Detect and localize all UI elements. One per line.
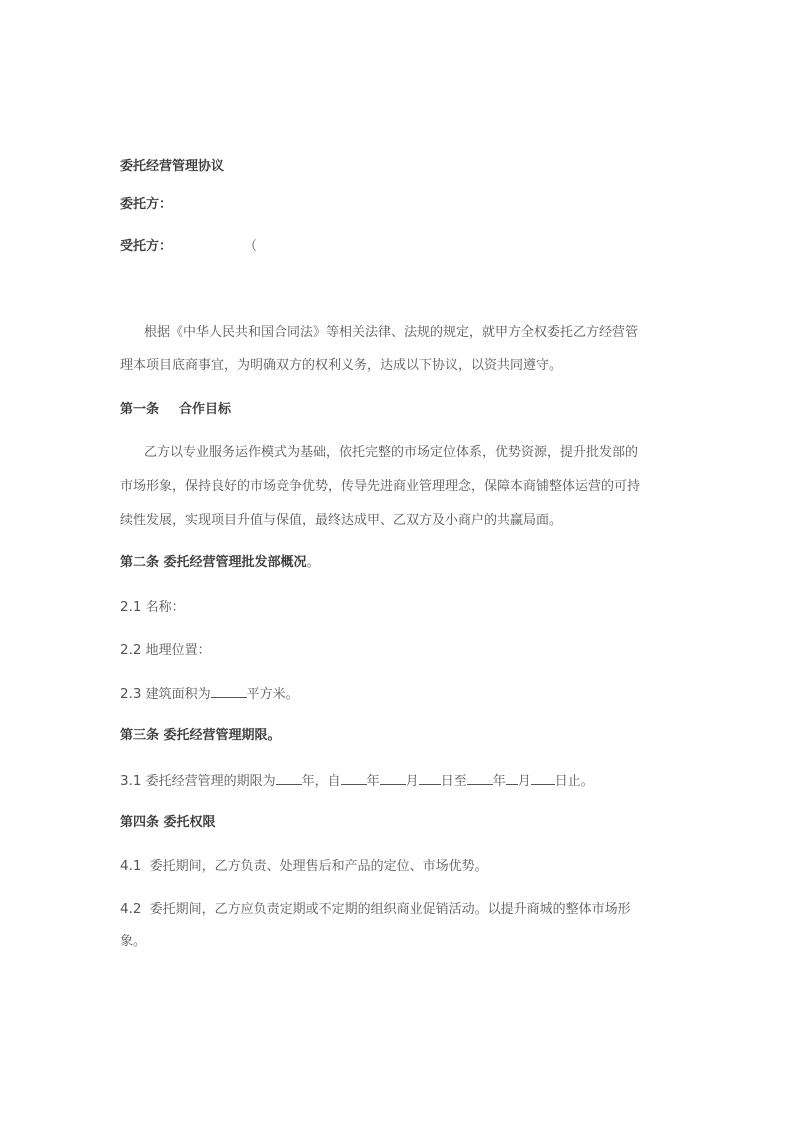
article-1-para-line-3: 续性发展，实现项目升值与保值，最终达成甲、乙双方及小商户的共赢局面。 [120,513,563,528]
item-4-2-number: 4.2 [120,901,142,917]
article-2-heading: 第二条 委托经营管理批发部概况 [120,555,307,570]
item-3-1-h: 日止。 [554,774,594,789]
item-3-1-e: 日至 [440,774,467,789]
item-4-1-text: 委托期间，乙方负责、处理售后和产品的定位、市场优势。 [149,859,488,874]
item-4-2-text-line-1: 委托期间，乙方应负责定期或不定期的组织商业促销活动。以提升商城的整体市场形 [149,902,631,917]
article-2-period: 。 [306,555,320,570]
article-1-title: 合作目标 [179,402,232,417]
party-b-label: 受托方： [120,239,173,254]
item-4-1-number: 4.1 [120,858,142,874]
intro-line-2: 理本项目底商事宜，为明确双方的权利义务，达成以下协议，以资共同遵守。 [120,358,563,373]
article-2-heading-line [120,553,320,573]
item-3-1-f: 年 [492,774,506,789]
article-1-para-line-2: 市场形象，保持良好的市场竞争优势，传导先进商业管理理念，保障本商铺整体运营的可持 [120,479,641,494]
intro-line-1: 根据《中华人民共和国合同法》等相关法律、法规的规定，就甲方全权委托乙方经营管 [144,325,639,340]
item-2-2-number: 2.2 [120,642,142,658]
item-3-1-d: 月 [405,774,419,789]
item-4-2 [120,899,631,920]
party-a-label: 委托方： [120,197,173,212]
item-2-1-text: 名称： [145,600,185,615]
article-4-heading: 第四条 委托权限 [120,815,216,830]
document-title: 委托经营管理协议 [120,159,225,174]
end-month-blank[interactable] [506,770,518,785]
item-3-1-a: 委托经营管理的期限为 [145,774,276,789]
item-2-1-number: 2.1 [120,599,142,615]
article-1-number: 第一条 [120,402,160,417]
item-2-3-number: 2.3 [120,686,142,702]
item-3-1 [120,770,594,792]
start-year-blank[interactable] [341,770,367,785]
end-day-blank[interactable] [531,770,555,785]
start-day-blank[interactable] [419,770,441,785]
item-2-3-post: 平方米。 [246,687,299,702]
party-b-line [120,237,257,257]
start-month-blank[interactable] [380,770,406,785]
item-2-1 [120,597,185,618]
item-3-1-c: 年 [366,774,380,789]
term-years-blank[interactable] [276,770,302,785]
item-4-1 [120,856,488,877]
item-2-3-pre: 建筑面积为 [145,687,211,702]
item-2-2 [120,640,211,661]
area-blank[interactable] [211,683,247,698]
item-3-1-g: 月 [517,774,531,789]
item-3-1-number: 3.1 [120,773,142,789]
article-1-heading [120,400,231,420]
article-1-para-line-1: 乙方以专业服务运作模式为基础，依托完整的市场定位体系，优势资源，提升批发部的 [144,445,639,460]
item-2-3 [120,683,299,705]
item-3-1-b: 年，自 [301,774,341,789]
article-3-heading: 第三条 委托经营管理期限。 [120,728,281,743]
item-2-2-text: 地理位置： [145,643,211,658]
item-4-2-text-line-2: 象。 [120,934,147,949]
end-year-blank[interactable] [467,770,493,785]
party-b-paren: （ [244,239,258,254]
